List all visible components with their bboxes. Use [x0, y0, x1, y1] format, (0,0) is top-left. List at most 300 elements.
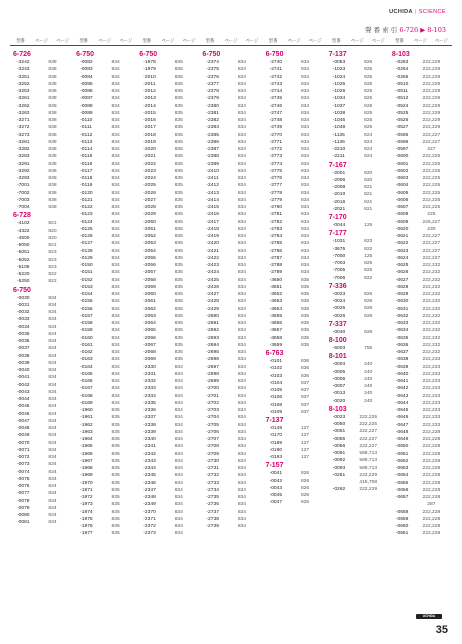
page-ref-extra: [189, 219, 197, 226]
brand-section: SCIENCE: [418, 9, 446, 15]
page-ref-extra: [379, 421, 387, 428]
page-ref: 834: [237, 495, 246, 500]
page-ref: 835: [111, 495, 120, 500]
model-code: -0604: [395, 183, 409, 189]
header-page: ページ: [35, 38, 48, 43]
page-ref: 825: [364, 81, 373, 87]
model-code: [391, 501, 421, 508]
index-row: [265, 66, 324, 73]
page-ref-extra: [316, 387, 324, 394]
page-ref: 838: [48, 190, 57, 196]
page-ref-extra: [252, 117, 260, 124]
model-code: -0524: [395, 103, 409, 109]
page-ref-extra: [63, 396, 71, 403]
page-ref: 222,232: [422, 299, 441, 305]
model-code: -2736: [206, 502, 219, 508]
page-ref: 222,233: [422, 371, 441, 377]
page-ref: 834: [300, 81, 310, 87]
page-ref-extra: [316, 124, 324, 131]
index-row: [75, 451, 134, 458]
index-row: [138, 516, 197, 523]
index-row: [265, 74, 324, 81]
page-ref-extra: [442, 429, 450, 436]
page-ref-extra: [442, 197, 450, 204]
page-ref-extra: [126, 472, 134, 479]
index-row: [75, 269, 134, 276]
page-ref: 222,225: [422, 154, 441, 160]
model-code: -2779: [269, 197, 283, 203]
model-code: -2015: [143, 110, 156, 116]
page-ref-extra: [252, 306, 260, 313]
model-code: -1979: [143, 67, 156, 73]
page-ref-extra: [126, 530, 134, 537]
index-row: [201, 443, 260, 450]
model-code: -0263: [395, 60, 409, 65]
page-ref: 222,233: [422, 357, 441, 363]
index-row: [391, 349, 450, 356]
index-row: [75, 190, 134, 197]
page-ref: 835: [174, 292, 183, 297]
index-row: [328, 428, 387, 435]
page-ref: 834: [111, 161, 120, 167]
header-page: ページ: [435, 38, 448, 43]
index-row: [12, 161, 71, 168]
page-ref: 834: [111, 386, 120, 392]
page-ref: 834: [174, 509, 183, 515]
index-row: [75, 88, 134, 95]
model-code: -2061: [143, 299, 156, 305]
page-ref-extra: [379, 376, 387, 383]
page-ref: 838: [48, 154, 57, 160]
page-ref-extra: [379, 74, 387, 81]
model-code: -0020: [332, 398, 346, 404]
page-ref-extra: [316, 313, 324, 320]
page-ref: 834: [237, 67, 246, 73]
page-ref-extra: [189, 211, 197, 218]
page-ref-extra: [379, 345, 387, 352]
page-ref-extra: [63, 505, 71, 512]
page-ref: 222,228: [422, 458, 441, 464]
page-ref: 835: [174, 234, 183, 239]
index-row: [12, 396, 71, 403]
index-row: [12, 228, 71, 235]
model-code: -2426: [206, 284, 219, 290]
page-ref: 834: [237, 437, 246, 442]
model-code: -0031: [17, 302, 30, 308]
model-code: -1023: [332, 67, 346, 73]
page-ref: 222,228: [422, 437, 441, 442]
model-code: -2423: [206, 263, 219, 268]
page-ref-extra: [126, 81, 134, 88]
index-row: [265, 262, 324, 269]
section-title: 6-750: [76, 51, 95, 58]
page-ref: 834: [237, 299, 246, 305]
page-ref-extra: [316, 175, 324, 182]
index-row: [201, 509, 260, 516]
page-ref: 835: [300, 292, 310, 297]
model-code: -2773: [269, 154, 283, 160]
index-row: [328, 345, 387, 352]
model-code: -1978: [143, 60, 156, 65]
page-ref: 835: [300, 299, 310, 305]
model-code: -3253: [17, 89, 30, 94]
index-row: [12, 331, 71, 338]
page-ref-extra: [126, 313, 134, 320]
index-row: [138, 269, 197, 276]
model-code: -0005: [332, 369, 346, 375]
page-ref: 834: [237, 60, 246, 65]
page-ref-extra: [126, 458, 134, 465]
page-ref: 834: [111, 306, 120, 312]
page-ref-extra: [126, 429, 134, 436]
index-row: [265, 284, 324, 291]
model-code: -0023: [332, 291, 346, 297]
model-code: -1969: [80, 473, 93, 479]
page-ref: 127: [300, 455, 310, 460]
page-ref: 222,227: [422, 139, 441, 145]
model-code: -2413: [206, 190, 219, 196]
index-row: [391, 494, 450, 501]
brand: [389, 9, 446, 15]
model-code: -7005: [332, 268, 346, 274]
page-ref-extra: [316, 132, 324, 139]
model-code: -0597: [395, 147, 409, 152]
model-code: -5105: [17, 264, 30, 270]
index-row: [12, 324, 71, 331]
page-ref: 834: [48, 505, 57, 511]
page-ref: 240: [364, 369, 373, 375]
page-ref-extra: [126, 59, 134, 66]
page-ref: 834: [237, 306, 246, 312]
page-ref-extra: [189, 400, 197, 407]
logo-text: UCHIDA: [422, 614, 436, 618]
model-code: -2745: [269, 96, 283, 102]
model-code: -0152: [80, 277, 93, 283]
model-code: -0073: [17, 462, 30, 468]
page-ref: 837: [300, 388, 310, 393]
brand-name: UCHIDA: [389, 9, 413, 15]
page-ref: 837: [300, 380, 310, 386]
index-column: [10, 50, 73, 610]
index-row: [391, 371, 450, 378]
page-ref-extra: [126, 262, 134, 269]
model-code: -3675: [332, 246, 346, 252]
index-row: [265, 269, 324, 276]
index-row: [138, 436, 197, 443]
index-row: [75, 429, 134, 436]
brand-separator: |: [414, 9, 417, 15]
model-code: -2343: [143, 458, 156, 464]
model-code: -1964: [80, 437, 93, 442]
page-ref-extra: [126, 117, 134, 124]
index-row: [265, 394, 324, 401]
page-ref-extra: [316, 59, 324, 66]
model-code: -0117: [80, 168, 93, 174]
page-ref-extra: [316, 255, 324, 262]
model-code: -2389: [206, 161, 219, 167]
model-code: -2741: [269, 67, 283, 73]
page-ref-extra: [252, 139, 260, 146]
page-ref: 834: [174, 502, 183, 508]
page-ref-extra: [379, 443, 387, 450]
page-ref: 835: [174, 357, 183, 363]
model-code: -2059: [143, 284, 156, 290]
model-code: -0155: [80, 299, 93, 305]
page-ref: 834: [237, 81, 246, 87]
model-code: -0646: [395, 415, 409, 421]
page-ref: 838: [48, 176, 57, 181]
page-ref-extra: [63, 132, 71, 139]
page-ref: 821: [364, 185, 373, 190]
model-code: -0635: [395, 335, 409, 341]
index-row: [265, 139, 324, 146]
model-code: -0109: [269, 409, 283, 415]
model-code: -2008: [332, 185, 346, 190]
index-row: [75, 509, 134, 516]
index-row: [391, 59, 450, 66]
index-row: [328, 246, 387, 253]
page-ref-extra: [442, 66, 450, 73]
model-code: -0189: [269, 440, 283, 446]
index-row: [391, 443, 450, 450]
page-ref: 834: [174, 422, 183, 428]
page-ref-extra: [316, 168, 324, 175]
page-ref: 826: [300, 478, 310, 484]
page-ref-extra: [442, 168, 450, 175]
model-code: -2052: [143, 234, 156, 239]
index-row: [265, 365, 324, 372]
model-code: -0030: [17, 295, 30, 301]
model-code: -0261: [332, 472, 346, 478]
page-ref: 222,232: [422, 350, 441, 355]
page-ref: 834: [111, 364, 120, 370]
model-code: -5051: [17, 250, 30, 256]
page-ref-extra: [379, 95, 387, 102]
page-ref-extra: [442, 342, 450, 349]
index-row: [391, 342, 450, 349]
page-ref-extra: [379, 170, 387, 177]
page-ref-extra: [252, 327, 260, 334]
page-ref-extra: [252, 364, 260, 371]
header-page: ページ: [182, 38, 196, 43]
page-ref-extra: [252, 523, 260, 530]
model-code: -0626: [395, 270, 409, 276]
model-code: -0045: [269, 493, 283, 498]
index-row: [75, 407, 134, 414]
index-row: [201, 197, 260, 204]
model-code: -2742: [269, 74, 283, 80]
index-row: [265, 291, 324, 298]
page-ref-extra: [63, 425, 71, 432]
page-ref: 222,225: [422, 161, 441, 167]
page-ref: 835: [174, 270, 183, 276]
page-ref: 834: [237, 357, 246, 363]
page-ref-extra: [316, 485, 324, 492]
index-row: [12, 74, 71, 81]
model-code: -2691: [206, 321, 219, 326]
page-ref: 834: [300, 132, 310, 138]
page-ref: 834: [237, 103, 246, 109]
model-code: -2707: [206, 437, 219, 442]
page-ref: 222,227: [422, 241, 441, 247]
page-ref: 822: [364, 246, 373, 252]
index-row: [391, 385, 450, 392]
index-row: [328, 369, 387, 376]
model-code: -2021: [332, 206, 346, 212]
page-ref-extra: [379, 81, 387, 88]
page-ref-extra: [252, 335, 260, 342]
index-row: [12, 95, 71, 102]
model-code: -0108: [269, 402, 283, 408]
section-title: 6-750: [139, 51, 158, 58]
page-ref: 834: [111, 74, 120, 80]
column-header-bar: [10, 37, 452, 46]
page-ref-extra: [252, 226, 260, 233]
model-code: -0043: [269, 485, 283, 491]
page-ref: 821: [364, 192, 373, 198]
index-row: [75, 74, 134, 81]
page-ref-extra: [252, 313, 260, 320]
page-ref-extra: [189, 175, 197, 182]
page-ref-extra: [316, 425, 324, 432]
page-ref: 835: [111, 429, 120, 435]
page-ref-extra: [63, 483, 71, 490]
page-ref: 222,228: [422, 444, 441, 450]
index-row: [12, 146, 71, 153]
model-code: -2748: [269, 118, 283, 123]
page-ref: 222,227: [359, 429, 378, 435]
page-ref: 834: [111, 328, 120, 334]
page-ref: 834: [237, 234, 246, 239]
page-ref-extra: [189, 95, 197, 102]
model-code: -0038: [17, 353, 30, 359]
page-ref-extra: [189, 132, 197, 139]
model-code: -2001: [332, 170, 346, 176]
model-code: -2349: [143, 502, 156, 508]
model-code: -0101: [269, 359, 283, 364]
model-code: -0092: [332, 458, 346, 464]
page-ref: 821: [48, 221, 57, 227]
model-code: -2006: [332, 177, 346, 183]
page-ref: 222,228: [422, 451, 441, 457]
index-row: [265, 440, 324, 447]
model-code: -2335: [143, 400, 156, 406]
index-row: [391, 146, 450, 153]
page-ref: 835: [174, 190, 183, 196]
page-ref: 835: [174, 161, 183, 167]
model-code: -0050: [332, 422, 346, 427]
model-code: -2334: [143, 393, 156, 399]
index-row: [12, 382, 71, 389]
model-code: -0639: [395, 364, 409, 370]
index-row: [201, 320, 260, 327]
index-row: [391, 429, 450, 436]
index-row: [138, 117, 197, 124]
page-ref-extra: [252, 458, 260, 465]
page-ref: 821: [364, 206, 373, 212]
model-code: -0595: [395, 132, 409, 138]
index-row: [391, 110, 450, 117]
index-row: [201, 480, 260, 487]
model-code: -2744: [269, 89, 283, 94]
model-code: -2709: [206, 451, 219, 457]
index-row: [75, 204, 134, 211]
page-ref: 222,233: [422, 393, 441, 399]
page-ref: 834: [300, 125, 310, 131]
model-code: -2730: [206, 458, 219, 464]
section-title: 7-167: [328, 161, 347, 169]
model-code: -0105: [269, 388, 283, 393]
page-ref-extra: [252, 124, 260, 131]
index-row: [265, 88, 324, 95]
page-ref-extra: [189, 342, 197, 349]
page-ref: 222,228: [422, 487, 441, 493]
index-row: [391, 393, 450, 400]
page-ref: 838: [48, 74, 57, 80]
uchida-logo: [416, 614, 442, 619]
model-code: -0034: [17, 324, 30, 330]
page-ref-extra: [63, 74, 71, 81]
model-code: -1966: [80, 451, 93, 457]
model-code: -2693: [206, 335, 219, 341]
page-ref-extra: [316, 182, 324, 189]
model-code: -0091: [332, 451, 346, 456]
page-ref-extra: [379, 253, 387, 260]
index-row: [265, 277, 324, 284]
page-ref: 222,227: [422, 234, 441, 239]
model-code: -2785: [269, 241, 283, 247]
page-ref: 222,229: [359, 472, 378, 478]
model-code: -0102: [269, 366, 283, 372]
page-ref-extra: [379, 110, 387, 117]
page-ref: 222,228: [422, 495, 441, 500]
model-code: -2065: [143, 328, 156, 334]
page-ref-extra: [252, 190, 260, 197]
index-row: [328, 139, 387, 146]
model-code: -2341: [143, 444, 156, 450]
page-ref-extra: [189, 523, 197, 530]
index-row: [391, 480, 450, 487]
page-ref-extra: [63, 249, 71, 256]
page-ref-extra: [316, 146, 324, 153]
header-page: ページ: [308, 38, 322, 43]
section-title: 7-336: [328, 282, 347, 290]
index-row: [391, 378, 450, 385]
model-code: -0119: [80, 183, 93, 189]
model-code: -0632: [395, 313, 409, 319]
page-ref: 222,227: [422, 255, 441, 261]
page-ref: 834: [237, 393, 246, 399]
page-ref: 834: [48, 368, 57, 373]
page-ref: 834: [111, 371, 120, 377]
page-ref: 222,228: [422, 516, 441, 522]
index-row: [201, 190, 260, 197]
index-row: [12, 278, 71, 285]
page-ref-extra: [379, 298, 387, 305]
page-ref: 127: [300, 426, 310, 431]
model-code: -2029: [143, 212, 156, 218]
index-row: [265, 117, 324, 124]
page-ref: 835: [174, 89, 183, 94]
model-code: -0056: [332, 443, 346, 449]
page-ref: 835: [174, 277, 183, 283]
model-code: -0262: [332, 487, 346, 493]
model-code: -0049: [17, 433, 30, 439]
index-row: [391, 95, 450, 102]
model-code: -2057: [143, 270, 156, 276]
index-row: [12, 264, 71, 271]
page-ref-extra: [316, 454, 324, 461]
